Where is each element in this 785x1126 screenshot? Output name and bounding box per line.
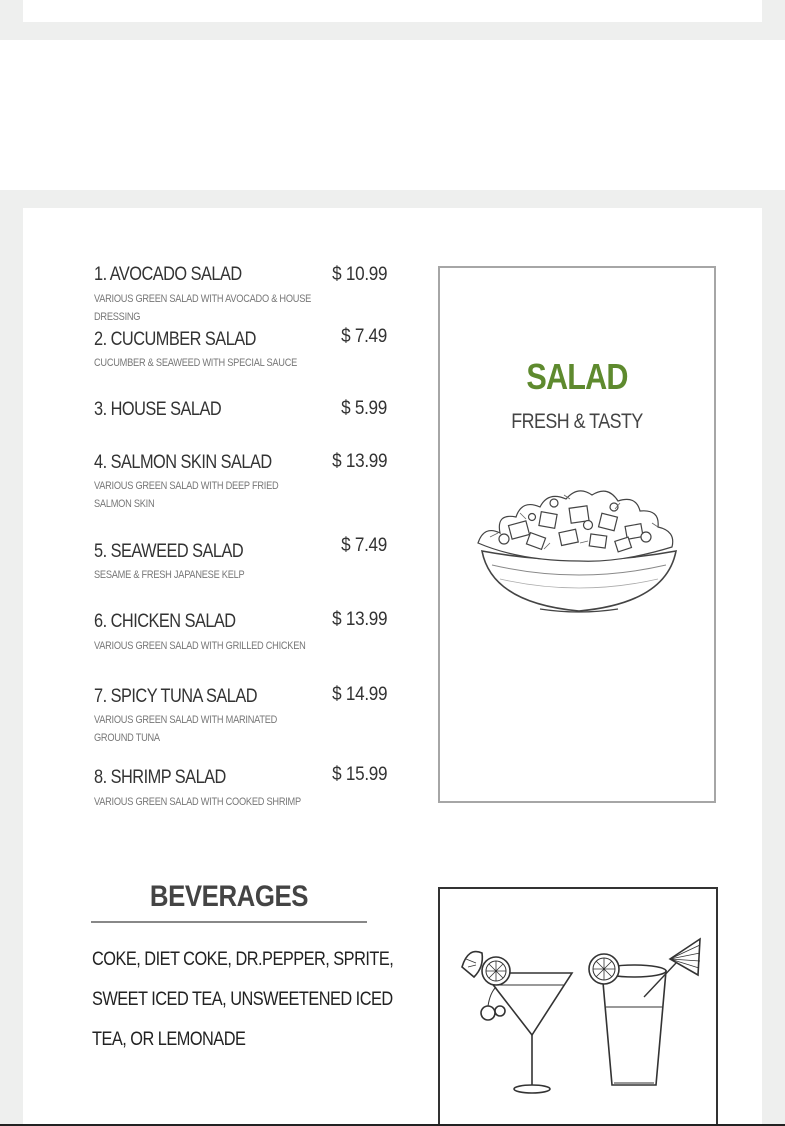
section-gap [0,40,785,190]
item-name: 5. SEAWEED SALAD [94,541,244,562]
beverages-image-box [438,887,718,1126]
item-name: 2. CUCUMBER SALAD [94,329,256,350]
item-name: 7. SPICY TUNA SALAD [94,686,258,707]
item-description: CUCUMBER & SEAWEED WITH SPECIAL SAUCE [94,357,298,369]
item-description: VARIOUS GREEN SALAD WITH AVOCADO & HOUSE DRESSING [94,293,312,323]
beverages-divider [91,921,367,923]
salad-bowl-illustration [470,473,688,623]
item-name: 8. SHRIMP SALAD [94,767,226,788]
item-price: $ 5.99 [341,398,387,419]
item-price: $ 10.99 [331,264,387,285]
item-name: 3. HOUSE SALAD [94,399,222,420]
item-description: SESAME & FRESH JAPANESE KELP [94,569,245,581]
item-description: VARIOUS GREEN SALAD WITH MARINATED GROUND TUNA [94,714,278,744]
previous-card-bottom [23,0,762,22]
item-name: 1. AVOCADO SALAD [94,264,242,285]
item-price: $ 7.49 [341,535,387,556]
item-price: $ 14.99 [331,684,387,705]
item-description: VARIOUS GREEN SALAD WITH DEEP FRIED SALMON SKIN [94,480,279,510]
item-description: VARIOUS GREEN SALAD WITH COOKED SHRIMP [94,796,301,808]
salad-title: SALAD [526,356,628,397]
beverages-title: BEVERAGES [149,880,309,913]
beverages-list: COKE, DIET COKE, DR.PEPPER, SPRITE, SWEET ICED TEA, UNSWEETENED ICED TEA, OR LEMONADE [92,949,394,1050]
item-name: 4. SALMON SKIN SALAD [94,452,272,473]
item-price: $ 13.99 [331,451,387,472]
cocktail-glasses-illustration [454,937,704,1102]
item-price: $ 7.49 [341,326,387,347]
item-description: VARIOUS GREEN SALAD WITH GRILLED CHICKEN [94,640,306,652]
item-price: $ 13.99 [331,609,387,630]
item-price: $ 15.99 [331,764,387,785]
salad-feature-box [438,266,716,803]
item-name: 6. CHICKEN SALAD [94,611,236,632]
salad-subtitle: FRESH & TASTY [511,410,643,433]
